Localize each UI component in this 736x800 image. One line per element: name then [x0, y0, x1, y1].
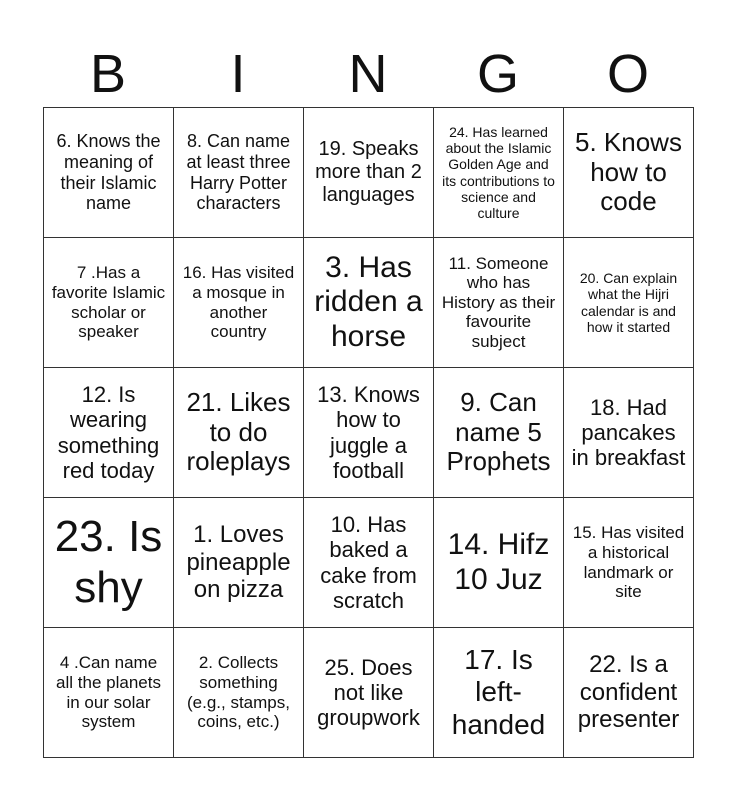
bingo-cell[interactable]: 14. Hifz 10 Juz: [434, 498, 564, 628]
bingo-cell[interactable]: 8. Can name at least three Harry Potter characters: [174, 108, 304, 238]
bingo-cell[interactable]: 19. Speaks more than 2 languages: [304, 108, 434, 238]
bingo-row: [44, 498, 694, 628]
bingo-row: [44, 238, 694, 368]
bingo-cell[interactable]: 25. Does not like groupwork: [304, 628, 434, 758]
bingo-cell[interactable]: 10. Has baked a cake from scratch: [304, 498, 434, 628]
bingo-cell[interactable]: 18. Had pancakes in breakfast: [564, 368, 694, 498]
bingo-cell[interactable]: 3. Has ridden a horse: [304, 238, 434, 368]
bingo-cell[interactable]: 1. Loves pineapple on pizza: [174, 498, 304, 628]
bingo-cell[interactable]: 9. Can name 5 Prophets: [434, 368, 564, 498]
bingo-cell[interactable]: 17. Is left-handed: [434, 628, 564, 758]
bingo-cell[interactable]: 6. Knows the meaning of their Islamic name: [44, 108, 174, 238]
bingo-cell[interactable]: 22. Is a confident presenter: [564, 628, 694, 758]
header-letter-n: N: [348, 44, 388, 104]
bingo-cell[interactable]: 16. Has visited a mosque in another country: [174, 238, 304, 368]
bingo-cell[interactable]: 2. Collects something (e.g., stamps, coins, etc.): [174, 628, 304, 758]
bingo-cell[interactable]: 15. Has visited a historical landmark or site: [564, 498, 694, 628]
bingo-cell[interactable]: 4 .Can name all the planets in our solar system: [44, 628, 174, 758]
bingo-cell[interactable]: 13. Knows how to juggle a football: [304, 368, 434, 498]
bingo-cell[interactable]: 12. Is wearing something red today: [44, 368, 174, 498]
bingo-row: [44, 368, 694, 498]
header-letter-g: G: [476, 44, 519, 104]
bingo-card: [43, 107, 694, 758]
bingo-cell[interactable]: 24. Has learned about the Islamic Golden Age and its contributions to science and culture: [434, 108, 564, 238]
bingo-cell[interactable]: 5. Knows how to code: [564, 108, 694, 238]
bingo-row: [44, 628, 694, 758]
bingo-row: [44, 108, 694, 238]
bingo-cell[interactable]: 20. Can explain what the Hijri calendar is and how it started: [564, 238, 694, 368]
bingo-header: [43, 40, 693, 108]
bingo-cell[interactable]: 23. Is shy: [44, 498, 174, 628]
header-letter-i: I: [230, 44, 246, 104]
bingo-cell[interactable]: 7 .Has a favorite Islamic scholar or speaker: [44, 238, 174, 368]
bingo-cell[interactable]: 11. Someone who has History as their favourite subject: [434, 238, 564, 368]
header-letter-o: O: [606, 44, 649, 104]
header-letter-b: B: [89, 44, 127, 104]
bingo-cell[interactable]: 21. Likes to do roleplays: [174, 368, 304, 498]
